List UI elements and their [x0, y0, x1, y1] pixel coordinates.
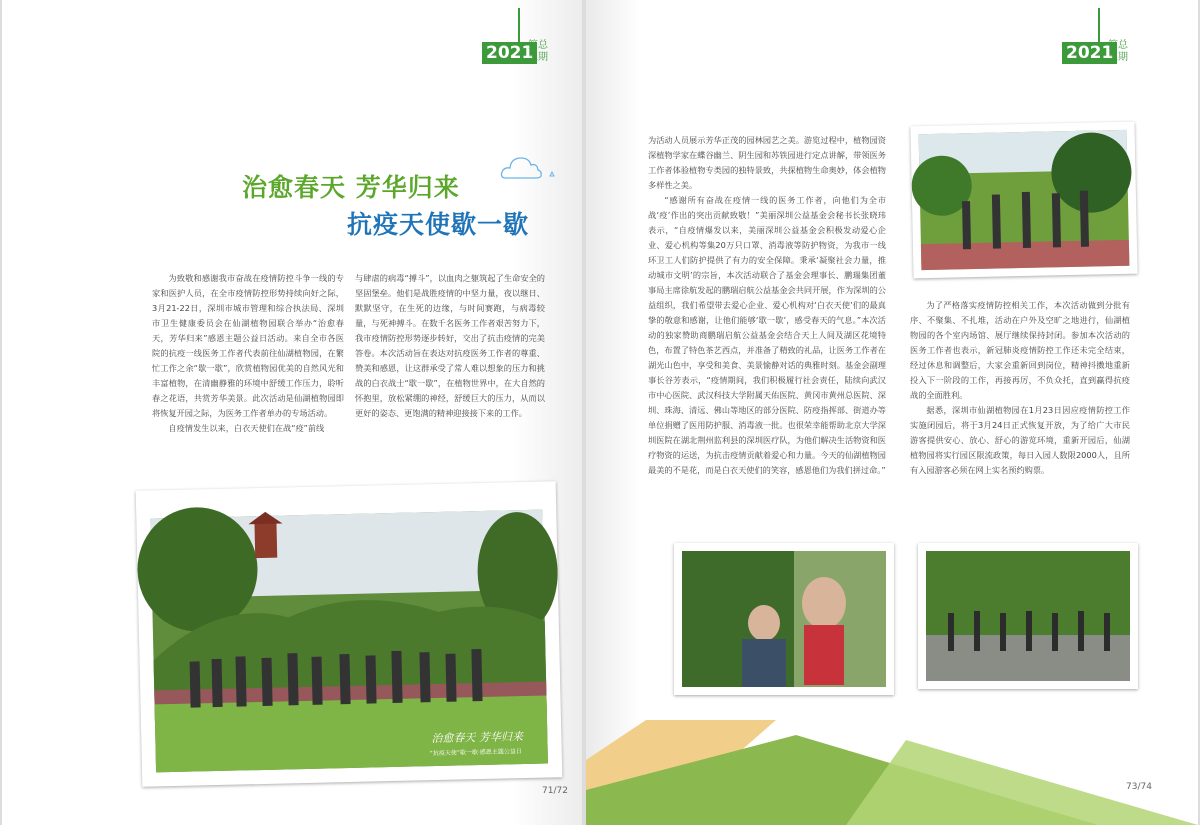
article-title-line1: 治愈春天 芳华归来 — [242, 173, 460, 202]
paragraph: 为活动人员展示芳华正茂的园林园艺之美。游览过程中，植物园资深植物学家在蝶谷幽兰、阴生园和苏铁园进行定点讲解，带领医务工作者体验植物专类园的独特景致，共探植物生命奥妙，体会植物多样性之美。 — [648, 135, 886, 190]
decorative-shapes — [586, 700, 1198, 825]
group-photo-large — [136, 481, 563, 786]
photo-caption-sub: “抗疫天使”歇一歇·感恩主题公益日 — [429, 748, 522, 758]
photo-group-walk-image — [918, 543, 1138, 689]
badge-issue-line2: 三期 — [528, 52, 548, 63]
left-column-1 — [152, 271, 344, 436]
badge-issue-line2: 三期 — [1108, 52, 1128, 63]
badge-line — [1098, 8, 1100, 44]
page-number-left: 71/72 — [542, 786, 568, 796]
badge-issue-line1: 第总 — [528, 40, 548, 51]
photo-group-walk — [918, 543, 1138, 689]
photo-family — [674, 543, 894, 695]
badge-issue-line1: 第总 — [1108, 40, 1128, 51]
photo-caption: 治愈春天 芳华归来 — [431, 730, 524, 746]
paragraph: 据悉，深圳市仙湖植物园在1月23日因应疫情防控工作实施闭园后，将于3月24日正式恢复开放，为了给广大市民游客提供安心、放心、舒心的游览环境，重新开园后，仙湖植物园将实行园区限流政策，每日入园人数限2000人，且所有入园游客必须在网上实名预约购票。 — [910, 405, 1130, 475]
paragraph: 为了严格落实疫情防控相关工作，本次活动做到分批有序、不聚集、不扎堆，活动在户外及空旷之地进行，仙湖植物园的各个室内场馆、展厅继续保持封闭。参加本次活动的医务工作者也表示，新冠肺炎疫情防控工作还未完全结束，经过休息和调整后，大家会重新回到岗位，精神抖擞地重新投入下一阶段的工作，再接再厉，不负众托，直到赢得抗疫战的全面胜利。 — [910, 300, 1130, 400]
photo-family-image — [674, 543, 894, 695]
paragraph: 自疫情发生以来，白衣天使们在战“疫”前线 — [168, 423, 325, 433]
paragraph: 为致敬和感谢我市奋战在疫情防控斗争一线的专家和医护人员，在全市疫情防控形势持续向好之际，3月21-22日，深圳市城市管理和综合执法局、深圳市卫生健康委员会在仙湖植物园联合举办“治愈春天，芳华归来”感恩主题公益日活动。来自全市各医院的抗疫一线医务工作者代表前往仙湖植物园，在繁忙工作之余“歇一歇”，欣赏植物园优美的自然风光和丰富植物，在清幽静雅的环境中舒缓工作压力，聆听春之花语，共赏芳华美景。此次活动是仙湖植物园即将恢复开园之际，为医务工作者单办的专场活动。 — [152, 273, 344, 418]
cloud-icon — [500, 150, 556, 186]
photo-cheering-image — [910, 122, 1137, 279]
left-page — [2, 0, 582, 825]
right-column-2 — [910, 298, 1130, 478]
right-page — [586, 0, 1198, 825]
photo-cheering — [910, 122, 1137, 279]
page-number-right: 73/74 — [1126, 782, 1152, 792]
left-column-2 — [355, 271, 545, 421]
badge-issue — [1108, 40, 1132, 64]
badge-year: 2021 — [1062, 42, 1117, 64]
paragraph: 与肆虐的病毒“搏斗”，以血肉之躯筑起了生命安全的坚固堡垒。他们是战胜疫情的中坚力量，夜以继日、默默坚守，在生死的边缘，与时间赛跑，与病毒较量，与死神搏斗。在数千名医务工作者艰苦努力下，我市疫情防控形势逐步转好，交出了抗击疫情的完美答卷。本次活动旨在表达对抗疫医务工作者的尊重、赞美和感恩，让这群承受了常人难以想象的压力和挑战的白衣战士“歇一歇”，在植物世界中，在大自然的怀抱里，放松紧绷的神经，舒缓巨大的压力，从而以更好的姿态、更饱满的精神迎接接下来的工作。 — [355, 273, 545, 418]
badge-issue — [528, 40, 552, 64]
article-title-line2: 抗疫天使歇一歇 — [347, 210, 530, 239]
right-column-1 — [648, 133, 886, 478]
paragraph: “感谢所有奋战在疫情一线的医务工作者，向他们为全市战‘疫’作出的突出贡献致敬！”美丽深圳公益基金会秘书长张晓玮表示，“自疫情爆发以来，美丽深圳公益基金会积极发动爱心企业、爱心机构等集20万只口罩、消毒液等防护物资，为我市一线环卫工人们防护提供了有力的安全保障。秉承‘凝聚社会力量，推动城市文明’的宗旨，本次活动联合了基金会理事长、鹏瑞集团董事局主席徐航发起的鹏瑞启航公益基金会共同开展，作为深圳的公益组织，我们希望带去爱心企业、爱心机构对‘白衣天使’们的最真挚的敬意和感谢，让他们能够‘歇一歇’，感受春天的气息。”本次活动的独家赞助商鹏瑞启航公益基金会结合天上人间及湖区花境特色，布置了特色茶艺西点，并准备了精致的礼品，让医务工作者在湖光山色中，享受和美食、美景愉静对话的典雅时刻。基金会副理事长谷芳表示，“疫情期间，我们积极履行社会责任，陆续向武汉市中心医院、武汉科技大学附属天佑医院、黄冈市黄州总医院、深圳、珠海、清远、佛山等地区的部分医院、防疫指挥部、街道办等单位捐赠了医用防护服、消毒液一批。也很荣幸能帮助北京大学深圳医院在湖北荆州监利县的深圳医疗队，为他们解决生活物资和医疗物资的运送，为抗击疫情贡献着爱心和力量。今天的仙湖植物园最美的不是花，而是白衣天使们的笑容，感恩他们为我们拼过命。” — [648, 195, 886, 475]
badge-line — [518, 8, 520, 44]
badge-year: 2021 — [482, 42, 537, 64]
